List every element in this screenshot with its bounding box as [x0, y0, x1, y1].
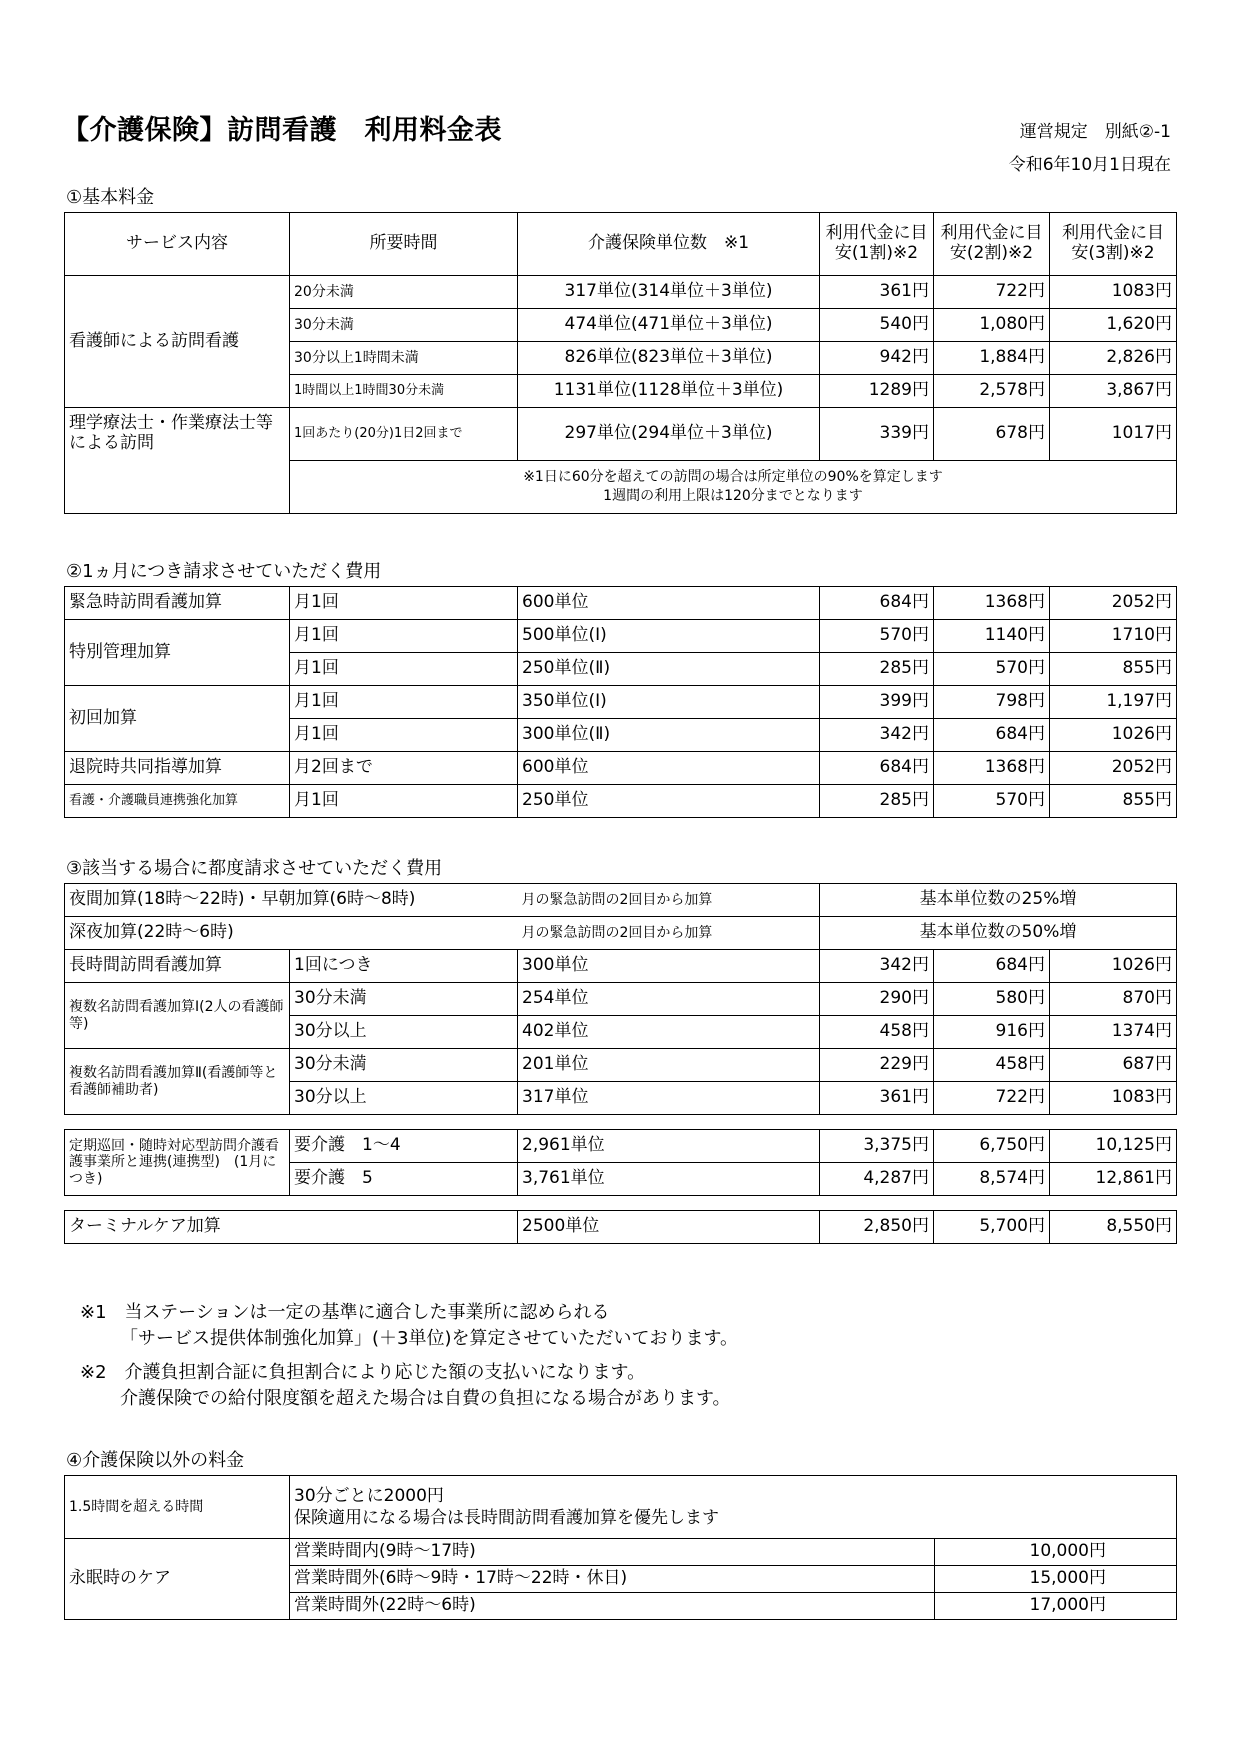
- note-line: ※1日に60分を超えての訪問の場合は所定単位の90%を算定します: [523, 469, 943, 486]
- table-row: [65, 785, 1177, 818]
- cell-line: 保険適用になる場合は長時間訪問看護加算を優先します: [294, 1508, 719, 1528]
- cell: 8,550円: [1050, 1211, 1177, 1244]
- row-label: 夜間加算(18時～22時)・早朝加算(6時～8時): [65, 884, 518, 917]
- cell: 月1回: [290, 653, 518, 686]
- cell: 684円: [820, 587, 934, 620]
- cell: 350単位(Ⅰ): [518, 686, 820, 719]
- cell: 317単位(314単位＋3単位): [518, 276, 820, 309]
- cell: 20分未満: [290, 276, 518, 309]
- cell: 30分以上: [290, 1016, 518, 1049]
- cell: 1,620円: [1050, 309, 1177, 342]
- page-title: 【介護保険】訪問看護 利用料金表: [62, 115, 502, 146]
- cell: 1,884円: [934, 342, 1050, 375]
- cell: 570円: [934, 653, 1050, 686]
- row-label: 看護・介護職員連携強化加算: [65, 785, 290, 818]
- cell: 570円: [820, 620, 934, 653]
- cell: 2,826円: [1050, 342, 1177, 375]
- cell: 342円: [820, 950, 934, 983]
- cell: 300単位: [518, 950, 820, 983]
- cell: 684円: [934, 950, 1050, 983]
- row-label: 複数名訪問看護加算Ⅱ(看護師等と看護師補助者): [65, 1049, 290, 1115]
- cell: 1026円: [1050, 719, 1177, 752]
- document-reference: 運営規定 別紙②-1: [1019, 122, 1171, 142]
- cell: 基本単位数の50%増: [820, 917, 1177, 950]
- cell: 1回あたり(20分)1日2回まで: [290, 408, 518, 461]
- basic-fee-table: [64, 212, 1177, 514]
- row-label: 初回加算: [65, 686, 290, 752]
- cell: 2052円: [1050, 587, 1177, 620]
- table-row: [65, 917, 1177, 950]
- cell: 684円: [934, 719, 1050, 752]
- table-row: [65, 950, 1177, 983]
- cell: 855円: [1050, 653, 1177, 686]
- cell: 722円: [934, 1082, 1050, 1115]
- cell: 12,861円: [1050, 1163, 1177, 1196]
- cell: 要介護 1～4: [290, 1130, 518, 1163]
- cell: 4,287円: [820, 1163, 934, 1196]
- cell: 月2回まで: [290, 752, 518, 785]
- cell: 月の緊急訪問の2回目から加算: [518, 917, 820, 950]
- cell: 250単位(Ⅱ): [518, 653, 820, 686]
- cell: 3,375円: [820, 1130, 934, 1163]
- cell: 798円: [934, 686, 1050, 719]
- row-label: 1.5時間を超える時間: [65, 1476, 290, 1539]
- table-row: [65, 587, 1177, 620]
- cell: 30分以上1時間未満: [290, 342, 518, 375]
- cell: 10,125円: [1050, 1130, 1177, 1163]
- cell: 339円: [820, 408, 934, 461]
- cell: 361円: [820, 1082, 934, 1115]
- cell: 30分以上: [290, 1082, 518, 1115]
- cell: 要介護 5: [290, 1163, 518, 1196]
- cell: 399円: [820, 686, 934, 719]
- cell: 1289円: [820, 375, 934, 408]
- section-2-heading: ②1ヵ月につき請求させていただく費用: [66, 561, 382, 582]
- cell: 290円: [820, 983, 934, 1016]
- row-label: 特別管理加算: [65, 620, 290, 686]
- cell: 2500単位: [518, 1211, 820, 1244]
- cell: 1083円: [1050, 276, 1177, 309]
- cell: 297単位(294単位＋3単位): [518, 408, 820, 461]
- cell: 600単位: [518, 587, 820, 620]
- cell: 月1回: [290, 686, 518, 719]
- cell: 月1回: [290, 719, 518, 752]
- effective-date: 令和6年10月1日現在: [1008, 155, 1171, 175]
- col-header: 利用代金に目安(1割)※2: [820, 213, 934, 276]
- cell: 402単位: [518, 1016, 820, 1049]
- cell: 月1回: [290, 587, 518, 620]
- footnote-line: 「サービス提供体制強化加算」(＋3単位)を算定させていただいております。: [120, 1328, 739, 1350]
- cell: 580円: [934, 983, 1050, 1016]
- cell: 営業時間内(9時～17時): [290, 1539, 935, 1566]
- cell: 540円: [820, 309, 934, 342]
- cell: 1374円: [1050, 1016, 1177, 1049]
- section-4-heading: ④介護保険以外の料金: [66, 1450, 245, 1471]
- table-row: [65, 1211, 1177, 1244]
- table-row: [65, 1476, 1177, 1539]
- cell: 1回につき: [290, 950, 518, 983]
- cell: 229円: [820, 1049, 934, 1082]
- cell: 2052円: [1050, 752, 1177, 785]
- footnote-line: ※1 当ステーションは一定の基準に適合した事業所に認められる: [80, 1302, 610, 1323]
- cell: 1時間以上1時間30分未満: [290, 375, 518, 408]
- cell: 722円: [934, 276, 1050, 309]
- footnotes: [80, 1300, 738, 1412]
- cell: 1140円: [934, 620, 1050, 653]
- limit-note: [290, 461, 1177, 514]
- col-header: 利用代金に目安(2割)※2: [934, 213, 1050, 276]
- cell: 342円: [820, 719, 934, 752]
- cell: 2,850円: [820, 1211, 934, 1244]
- cell: 870円: [1050, 983, 1177, 1016]
- cell: 30分未満: [290, 1049, 518, 1082]
- cell: 317単位: [518, 1082, 820, 1115]
- table-row: [65, 752, 1177, 785]
- row-label: 看護師による訪問看護: [65, 276, 290, 408]
- table-header-row: [65, 213, 1177, 276]
- cell: 3,867円: [1050, 375, 1177, 408]
- cell: 300単位(Ⅱ): [518, 719, 820, 752]
- col-header: 介護保険単位数 ※1: [518, 213, 820, 276]
- monthly-fee-table: [64, 586, 1177, 818]
- cell: 30分未満: [290, 983, 518, 1016]
- col-header: 利用代金に目安(3割)※2: [1050, 213, 1177, 276]
- section-3-heading: ③該当する場合に都度請求させていただく費用: [66, 858, 443, 879]
- cell: 285円: [820, 653, 934, 686]
- per-visit-fee-table: [64, 883, 1177, 1244]
- cell: 営業時間外(6時～9時・17時～22時・休日): [290, 1566, 935, 1593]
- cell: 570円: [934, 785, 1050, 818]
- cell: 458円: [820, 1016, 934, 1049]
- cell: 855円: [1050, 785, 1177, 818]
- table-row: [65, 1539, 1177, 1566]
- cell: 17,000円: [935, 1593, 1177, 1620]
- col-header: 所要時間: [290, 213, 518, 276]
- cell: 684円: [820, 752, 934, 785]
- row-label: ターミナルケア加算: [65, 1211, 518, 1244]
- note-line: 1週間の利用上限は120分までとなります: [603, 488, 863, 504]
- cell: 826単位(823単位＋3単位): [518, 342, 820, 375]
- row-label: 定期巡回・随時対応型訪問介護看護事業所と連携(連携型) (1月につき): [65, 1130, 290, 1196]
- cell: 201単位: [518, 1049, 820, 1082]
- cell: 942円: [820, 342, 934, 375]
- row-label: 緊急時訪問看護加算: [65, 587, 290, 620]
- cell: 8,574円: [934, 1163, 1050, 1196]
- cell: 2,961単位: [518, 1130, 820, 1163]
- row-label: 退院時共同指導加算: [65, 752, 290, 785]
- footnote-line: 介護保険での給付限度額を超えた場合は自費の負担になる場合があります。: [120, 1388, 731, 1410]
- cell: 250単位: [518, 785, 820, 818]
- cell: 1368円: [934, 587, 1050, 620]
- cell: 254単位: [518, 983, 820, 1016]
- cell: 1710円: [1050, 620, 1177, 653]
- cell: 2,578円: [934, 375, 1050, 408]
- cell: 営業時間外(22時～6時): [290, 1593, 935, 1620]
- cell: 10,000円: [935, 1539, 1177, 1566]
- table-row: [65, 884, 1177, 917]
- table-row: [65, 686, 1177, 719]
- cell: 474単位(471単位＋3単位): [518, 309, 820, 342]
- cell: 月の緊急訪問の2回目から加算: [518, 884, 820, 917]
- row-label: 理学療法士・作業療法士等による訪問: [65, 408, 290, 514]
- table-row: [65, 408, 1177, 461]
- table-row: [65, 983, 1177, 1016]
- cell: 678円: [934, 408, 1050, 461]
- row-label: 深夜加算(22時～6時): [65, 917, 518, 950]
- cell: 月1回: [290, 785, 518, 818]
- cell: 月1回: [290, 620, 518, 653]
- row-label: 長時間訪問看護加算: [65, 950, 290, 983]
- cell: 1083円: [1050, 1082, 1177, 1115]
- cell: 687円: [1050, 1049, 1177, 1082]
- table-row: [65, 1130, 1177, 1163]
- cell: [290, 1476, 1177, 1539]
- cell: 3,761単位: [518, 1163, 820, 1196]
- cell: 1,080円: [934, 309, 1050, 342]
- section-1-heading: ①基本料金: [66, 187, 155, 208]
- cell: 15,000円: [935, 1566, 1177, 1593]
- cell: 1017円: [1050, 408, 1177, 461]
- cell: 6,750円: [934, 1130, 1050, 1163]
- footnote-line: ※2 介護負担割合証に負担割合により応じた額の支払いになります。: [80, 1362, 646, 1384]
- cell: 1026円: [1050, 950, 1177, 983]
- cell: 361円: [820, 276, 934, 309]
- table-row: [65, 1049, 1177, 1082]
- cell: 916円: [934, 1016, 1050, 1049]
- cell: 30分未満: [290, 309, 518, 342]
- cell: 5,700円: [934, 1211, 1050, 1244]
- row-label: 永眠時のケア: [65, 1539, 290, 1620]
- non-insurance-fee-table: [64, 1475, 1177, 1620]
- cell: 1,197円: [1050, 686, 1177, 719]
- row-label: 複数名訪問看護加算Ⅰ(2人の看護師等): [65, 983, 290, 1049]
- cell: 基本単位数の25%増: [820, 884, 1177, 917]
- cell: 458円: [934, 1049, 1050, 1082]
- cell: 1131単位(1128単位＋3単位): [518, 375, 820, 408]
- cell: 500単位(Ⅰ): [518, 620, 820, 653]
- cell-line: 30分ごとに2000円: [294, 1485, 444, 1506]
- table-row: [65, 620, 1177, 653]
- col-header: サービス内容: [65, 213, 290, 276]
- cell: 600単位: [518, 752, 820, 785]
- cell: 285円: [820, 785, 934, 818]
- table-row: [65, 276, 1177, 309]
- cell: 1368円: [934, 752, 1050, 785]
